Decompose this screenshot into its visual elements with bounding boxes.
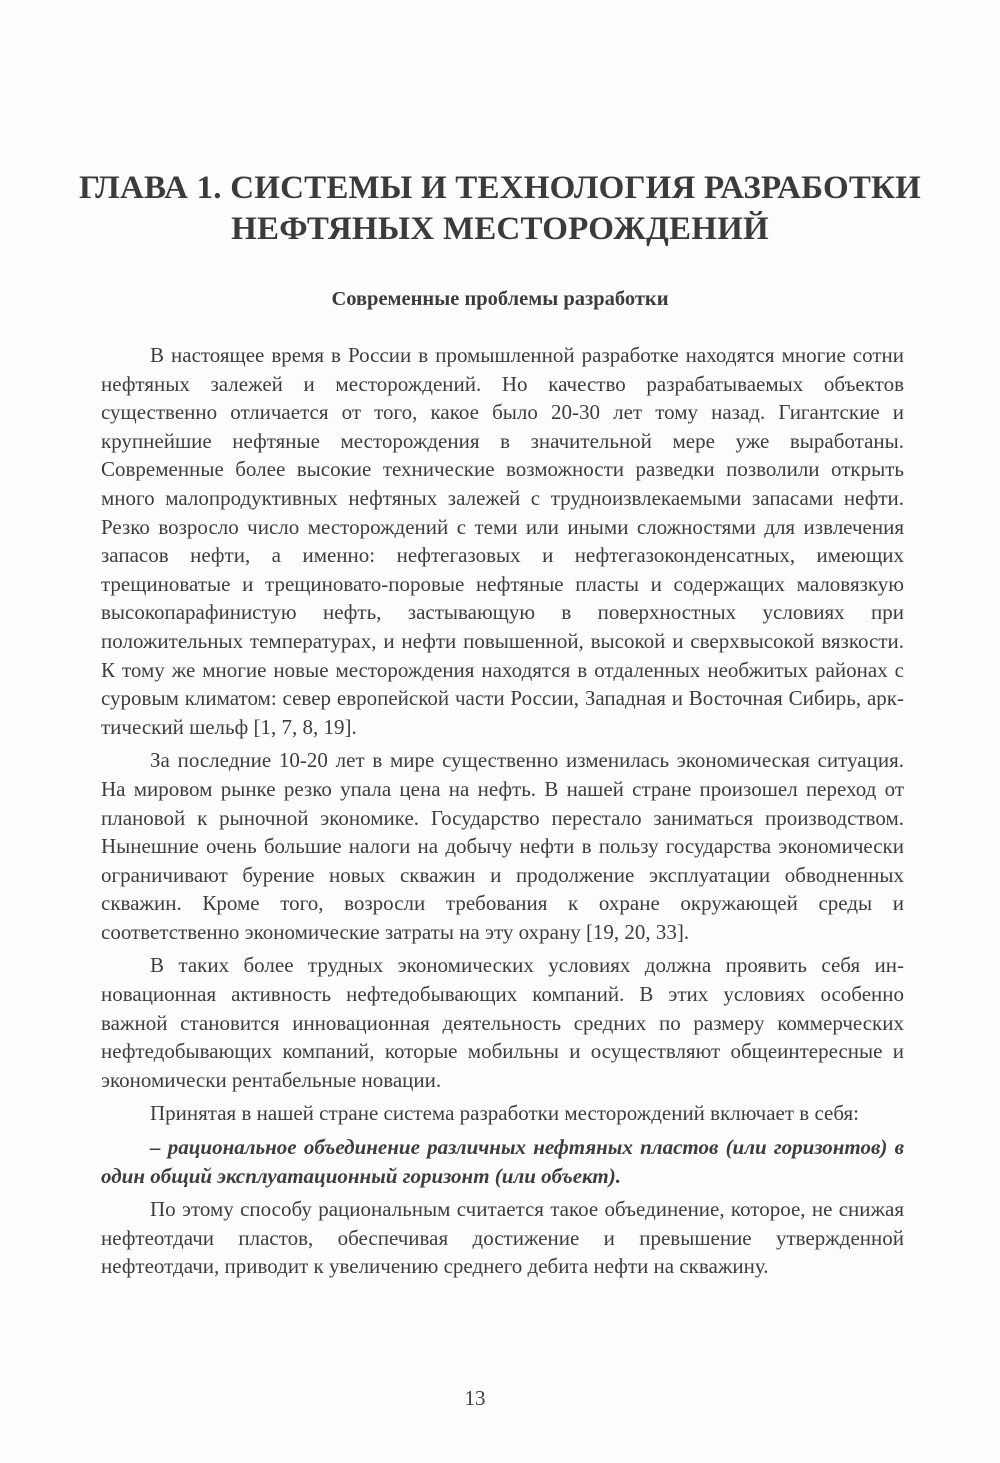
paragraph-3: В таких более трудных экономических условиях должна проявить себя инновационная активность нефтедобывающих компаний. В этих условиях особенно важной становится инновационная деятельность средних по размеру коммерческих нефтедобывающих компаний, которые мобильны и осуществляют общеинтересные и экономически рентабельные новации. [101,953,904,1092]
section-title: Современные проблемы разработки [331,288,669,310]
paragraph-1: В настоящее время в России в промышленной разработке находятся многие сотни нефтяных залежей и месторождений. Но качество разрабатываемых объектов существенно отличается от того, какое было 20-30 лет тому назад. Гигантские и крупнейшие нефтяные месторождения в значительной мере уже выработаны. Современные более высокие технические возможности разведки позволили открыть много малопродуктивных нефтяных залежей с трудноизвлекаемыми запасами нефти. Резко возросло число месторождений с теми или иными сложностями для извлечения запасов нефти, а именно: нефтегазовых и нефтегазоконденсатных, имеющих трещиноватые и трещиновато-поровые нефтяные пласты и содержащих маловязкую высокопарафинистую нефть, застывающую в поверхностных условиях при положительных температурах, и нефти повышенной, высокой и сверхвысокой вязкости. К тому же многие новые месторождения находятся в отдаленных необжитых районах с суровым климатом: север европейской части России, Западная и Восточная Сибирь, арктический шельф [1, 7, 8, 19]. [101,343,904,739]
chapter-title-line-2: НЕФТЯНЫХ МЕСТОРОЖДЕНИЙ [231,211,769,247]
paragraph-5: По этому способу рациональным считается такое объединение, которое, не снижая нефтеотдачи пластов, обеспечивая достижение и превышение утвержденной нефтеотдачи, приводит к увеличению среднего дебита нефти на скважину. [101,1197,904,1279]
paragraph-4: Принятая в нашей стране система разработки месторождений включает в себя: [150,1101,860,1126]
body-text [101,341,904,1286]
page-number: 13 [464,1386,486,1410]
emphasized-statement: – рациональное объединение различных нефтяных пластов (или горизонтов) в один общий эксплуатационный горизонт (или объект). [101,1135,904,1188]
chapter-title-line-1: ГЛАВА 1. СИСТЕМЫ И ТЕХНОЛОГИЯ РАЗРАБОТКИ [78,170,922,206]
paragraph-2: За последние 10-20 лет в мире существенно изменилась экономическая ситуация. На мировом рынке резко упала цена на нефть. В нашей стране произошел переход от плановой к рыночной экономике. Государство перестало заниматься производством. Нынешние очень большие налоги на добычу нефти в пользу государства экономически ограничивают бурение новых скважин и продолжение эксплуатации обводненных скважин. Кроме того, возросли требования к охране окружающей среды и соответственно экономические затраты на эту охрану [19, 20, 33]. [101,748,904,944]
chapter-title [60,168,940,250]
